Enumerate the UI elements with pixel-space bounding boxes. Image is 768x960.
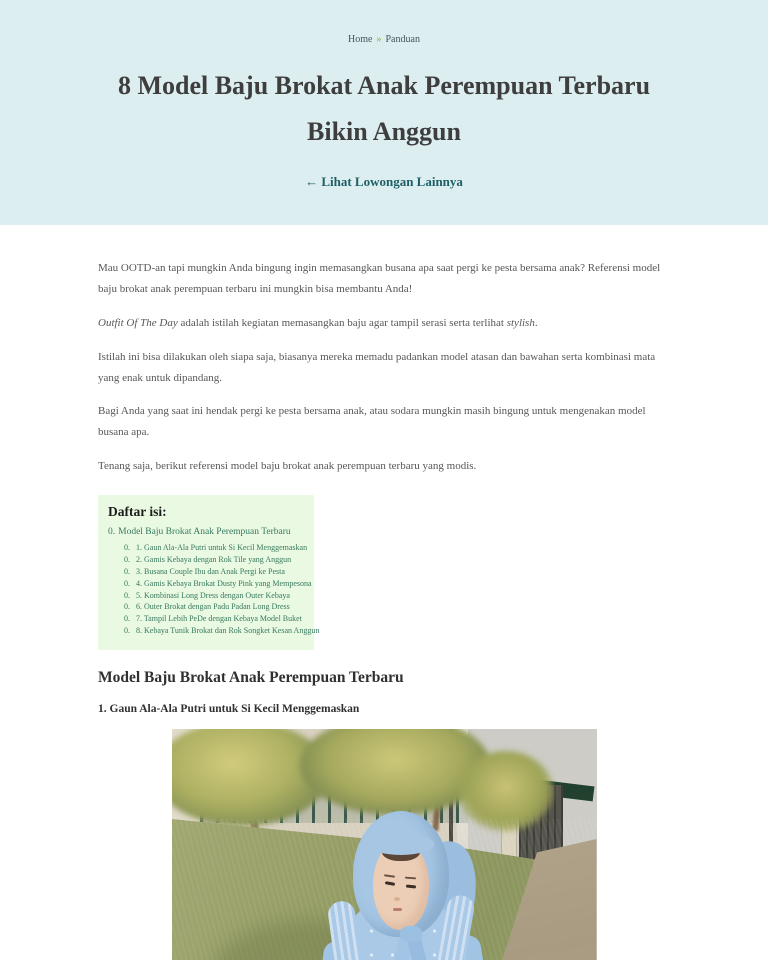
toc-list — [108, 542, 320, 636]
toc-item-marker: 0. — [124, 590, 130, 600]
back-link[interactable]: ← Lihat Lowongan Lainnya — [305, 174, 463, 189]
paragraph-2-text-2: . — [534, 316, 538, 329]
photo-child-eye — [405, 884, 415, 888]
breadcrumb-home-link[interactable]: Home — [348, 34, 373, 45]
breadcrumb — [0, 34, 768, 45]
toc-item-link[interactable]: 1. Gaun Ala-Ala Putri untuk Si Kecil Menggemaskan — [136, 543, 308, 553]
toc-item-link[interactable]: 2. Gamis Kebaya dengan Rok Tile yang Anggun — [136, 555, 292, 565]
toc-item[interactable] — [124, 601, 304, 613]
paragraph-5: Tenang saja, berikut referensi model baju brokat anak perempuan terbaru yang modis. — [98, 460, 477, 473]
toc-item-marker: 0. — [124, 555, 130, 565]
toc-item-marker: 0. — [124, 625, 130, 635]
photo-child-mouth — [393, 908, 402, 911]
toc-top-item-link[interactable]: Model Baju Brokat Anak Perempuan Terbaru — [118, 527, 291, 538]
toc-item-link[interactable]: 3. Busana Couple Ibu dan Anak Pergi ke Pesta — [136, 566, 285, 576]
toc-item-marker: 0. — [124, 602, 130, 612]
toc-heading: Daftar isi: — [108, 504, 167, 520]
toc-top-item[interactable] — [108, 525, 304, 539]
article-photo-toddler-blue-dress — [172, 729, 597, 960]
photo-child-hijab-rim — [368, 833, 434, 855]
paragraph-3: Istilah ini bisa dilakukan oleh siapa saja, biasanya mereka memadu padankan model atasan dan bawahan serta kombinasi mata yang enak untuk dipandang. — [98, 350, 656, 384]
toc-item[interactable] — [124, 542, 308, 554]
toc-item-marker: 0. — [124, 566, 130, 576]
paragraph-4: Bagi Anda yang saat ini hendak pergi ke pesta bersama anak, atau sodara mungkin masih bingung untuk mengenakan model busana apa. — [98, 405, 646, 439]
breadcrumb-separator: » — [376, 34, 382, 45]
toc-item-marker: 0. — [124, 578, 130, 588]
toc-item[interactable] — [124, 566, 304, 578]
paragraph-2 — [98, 313, 670, 334]
toc-item-marker: 0. — [124, 543, 130, 553]
paragraph-2-text-1: adalah istilah kegiatan memasangkan baju agar tampil serasi serta terlihat — [177, 316, 507, 329]
paragraph-2-italic-2: stylish — [506, 316, 535, 329]
toc-item-marker: 0. — [124, 614, 130, 624]
toc-item-link[interactable]: 5. Kombinasi Long Dress dengan Outer Kebaya — [136, 590, 290, 600]
article-content — [98, 225, 670, 960]
toc-item-link[interactable]: 4. Gamis Kebaya Brokat Dusty Pink yang Mempesona — [136, 578, 312, 588]
photo-child-hijab-bow-knot — [400, 926, 422, 942]
toc-top-item-marker: 0. — [108, 527, 116, 538]
page-title: 8 Model Baju Brokat Anak Perempuan Terbaru Bikin Anggun — [117, 71, 651, 146]
toc-item-link[interactable]: 6. Outer Brokat dengan Padu Padan Long Dress — [136, 602, 290, 612]
toc-item[interactable] — [124, 613, 304, 625]
toc-item[interactable] — [124, 554, 304, 566]
sub-heading-1: 1. Gaun Ala-Ala Putri untuk Si Kecil Menggemaskan — [98, 702, 360, 715]
paragraph-1: Mau OOTD-an tapi mungkin Anda bingung ingin memasangkan busana apa saat pergi ke pesta bersama anak? Referensi model baju brokat anak perempuan terbaru ini mungkin bisa membantu Anda! — [98, 262, 661, 295]
table-of-contents — [98, 495, 320, 650]
toc-item[interactable] — [124, 578, 312, 590]
photo-child-eyebrow — [404, 876, 415, 879]
toc-item-link[interactable]: 7. Tampil Lebih PeDe dengan Kebaya Model Buket — [136, 614, 302, 624]
toc-item[interactable] — [124, 625, 320, 637]
toc-item-link[interactable]: 8. Kebaya Tunik Brokat dan Rok Songket Kesan Anggun — [136, 625, 320, 635]
photo-child-nose — [394, 897, 400, 901]
breadcrumb-current-link[interactable]: Panduan — [385, 34, 420, 45]
hero-header — [0, 0, 768, 225]
section-heading: Model Baju Brokat Anak Perempuan Terbaru — [98, 668, 404, 686]
toc-item[interactable] — [124, 590, 304, 602]
paragraph-2-italic-1: Outfit Of The Day — [98, 316, 178, 329]
